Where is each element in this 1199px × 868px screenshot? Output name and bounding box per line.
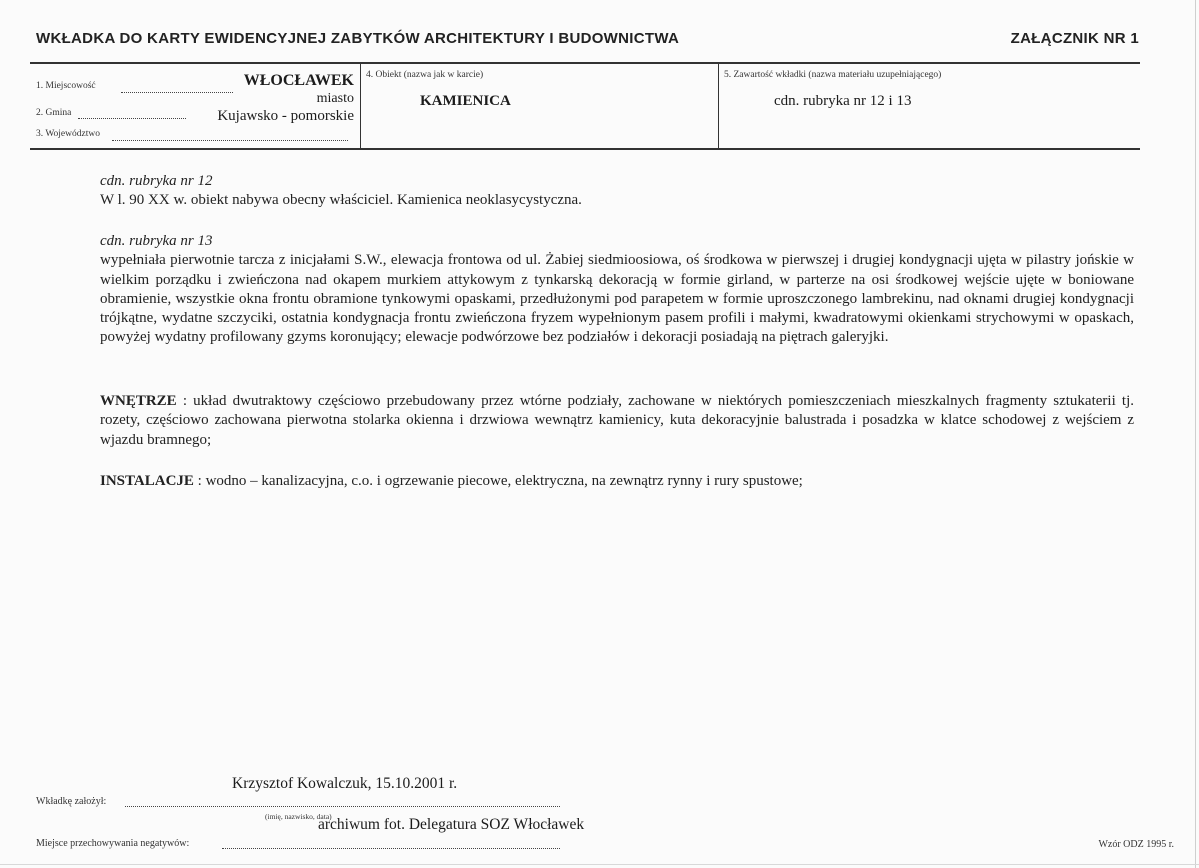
founder-note: (imię, nazwisko, data) xyxy=(265,812,332,821)
form-code: Wzór ODZ 1995 r. xyxy=(1098,839,1174,850)
field-voivodeship-value: Kujawsko - pomorskie xyxy=(217,108,354,124)
negatives-label: Miejsce przechowywania negatywów: xyxy=(36,838,190,849)
section-13 xyxy=(100,232,1134,348)
negatives-dots xyxy=(222,848,560,849)
section-13-text: wypełniała pierwotnie tarcza z inicjałami S.W., elewacja frontowa od ul. Żabiej siedmioosiowa, oś środkowa w pierwszej i drugiej kondygnacji ujęta w pilastry jońskie w wielkim porządku i zwieńczona nad okapem murkiem attykowym z tynkarską dekoracją w formie girland, w parterze na osi środkowej wejście ujęte w boniowane obramienie, wszystkie okna frontu obramione tynkowymi opaskami, przedłużonymi pod parapetem w formie uproszczonego lambrekinu, nad oknami drugiej kondygnacji trójkątne, wydatne szczyciki, ostatnia kondygnacja frontu zwieńczona fryzem wypełnionym pasem profili i małymi, kwadratowymi okienkami strychowymi w opaskach, powyżej wydatny profilowany gzyms koronujący; elewacje podwórzowe bez podziałów i dekoracji posiadają na piętrach galeryjki. xyxy=(100,252,1134,346)
divider-2 xyxy=(718,64,719,148)
founder-label: Wkładkę założył: xyxy=(36,796,107,807)
field-locality-label: 1. Miejscowość xyxy=(36,81,96,91)
interior-paragraph xyxy=(100,392,1134,450)
installations-paragraph xyxy=(100,472,1134,491)
header-fields-box xyxy=(30,62,1140,150)
section-12 xyxy=(100,172,1134,211)
archive-value: archiwum fot. Delegatura SOZ Włocławek xyxy=(318,816,585,833)
interior-text: : układ dwutraktowy częściowo przebudowany przez wtórne podziały, zachowane w niektórych pomieszczeniach mieszkalnych fragmenty sztukaterii tj. rozety, częściowo zachowana pierwotna stolarka okienna i drzwiowa wewnątrz kamienicy, kuta dekoracyjnie balustrada i posadzka w klatce schodowej z wejściem z wjazdu bramnego; xyxy=(100,393,1134,448)
page-edge-right xyxy=(1195,0,1196,868)
field-commune-dots xyxy=(78,118,186,119)
section-13-heading: cdn. rubryka nr 13 xyxy=(100,233,213,249)
field-commune-label: 2. Gmina xyxy=(36,108,72,118)
document-title: WKŁADKA DO KARTY EWIDENCYJNEJ ZABYTKÓW ARCHITEKTURY I BUDOWNICTWA xyxy=(36,30,680,47)
divider-1 xyxy=(360,64,361,148)
field-contents-label: 5. Zawartość wkładki (nazwa materiału uzupełniającego) xyxy=(724,70,942,80)
field-object-label: 4. Obiekt (nazwa jak w karcie) xyxy=(366,70,484,80)
installations-text: : wodno – kanalizacyjna, c.o. i ogrzewanie piecowe, elektryczna, na zewnątrz rynny i rury spustowe; xyxy=(193,473,803,489)
signature-value: Krzysztof Kowalczuk, 15.10.2001 r. xyxy=(232,775,458,792)
field-contents-value: cdn. rubryka nr 12 i 13 xyxy=(774,93,912,109)
section-12-text: W l. 90 XX w. obiekt nabywa obecny właściciel. Kamienica neoklasycystyczna. xyxy=(100,192,582,209)
field-voivodeship-dots xyxy=(112,140,348,141)
field-locality-subtype: miasto xyxy=(316,91,354,106)
field-voivodeship-label: 3. Województwo xyxy=(36,129,100,139)
page-edge-bottom xyxy=(0,864,1199,865)
section-12-heading: cdn. rubryka nr 12 xyxy=(100,173,213,189)
field-locality-dots xyxy=(121,92,233,93)
installations-label: INSTALACJE xyxy=(100,473,194,489)
field-object-value: KAMIENICA xyxy=(420,93,511,109)
field-locality-value: WŁOCŁAWEK xyxy=(243,72,354,89)
annex-number: ZAŁĄCZNIK NR 1 xyxy=(1010,30,1139,47)
founder-dots xyxy=(125,806,560,807)
interior-label: WNĘTRZE xyxy=(100,393,177,409)
